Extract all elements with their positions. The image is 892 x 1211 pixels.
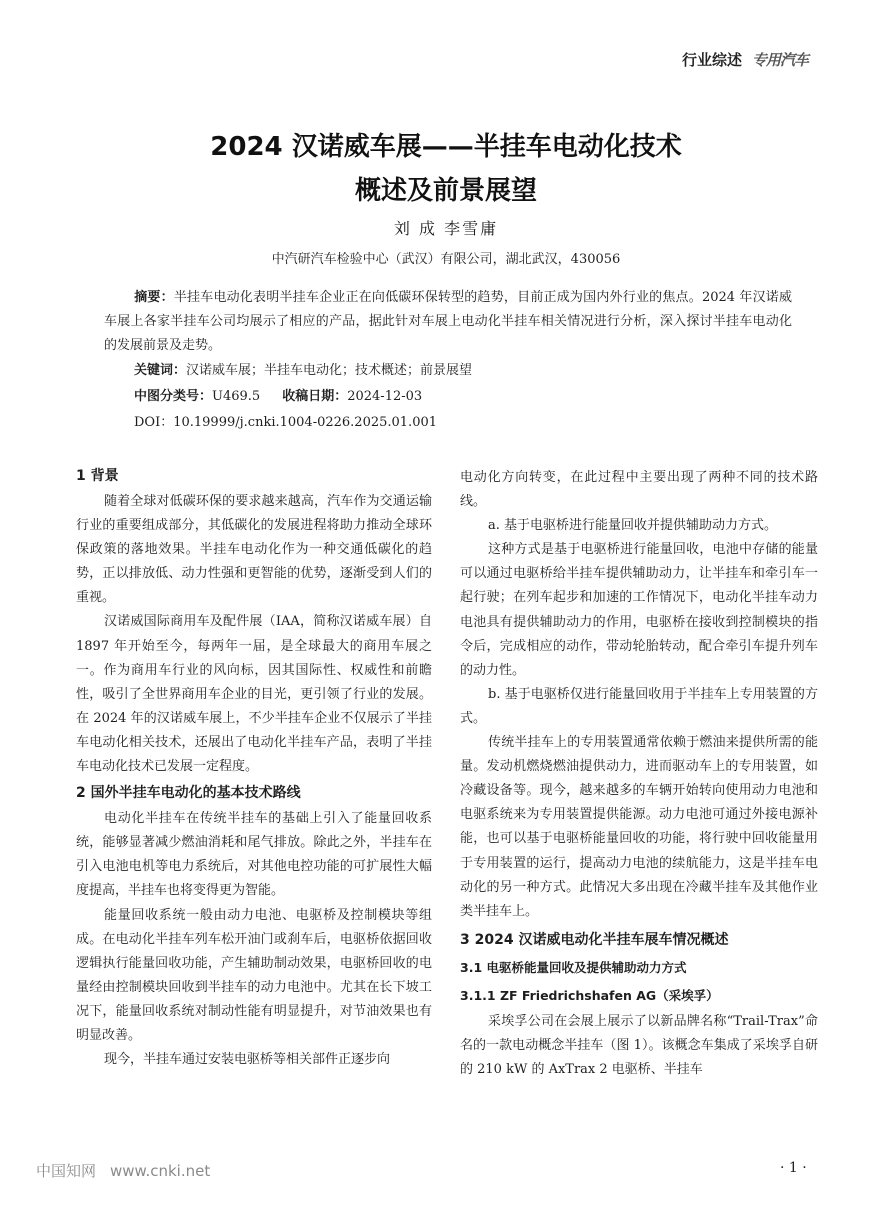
right-column xyxy=(460,466,818,1082)
cnki-watermark xyxy=(36,1160,210,1181)
paragraph: 能量回收系统一般由动力电池、电驱桥及控制模块等组成。在电动化半挂车列车松开油门或刹车后，电驱桥依据回收逻辑执行能量回收功能，产生辅助制动效果，电驱桥回收的电量经由控制模块回收到半挂车的动力电池中。尤其在长下坡工况下，能量回收系统对制动性能有明显提升，对节油效果也有明显改善。 xyxy=(76,907,432,1043)
abstract-label: 摘要： xyxy=(134,290,174,305)
authors: 刘 成 李雪庸 xyxy=(393,219,499,238)
received-label: 收稿日期： xyxy=(282,389,348,404)
paragraph: 汉诺威国际商用车及配件展（IAA，简称汉诺威车展）自 1897 年开始至今，每两年一届，是全球最大的商用车展之一。作为商用车行业的风向标，因其国际性、权威性和前瞻性，吸引了全世界商用车企业的目光，更引领了行业的发展。在 2024 年的汉诺威车展上，不少半挂车企业不仅展示了半挂车电动化相关技术，还展出了电动化半挂车产品，表明了半挂车电动化技术已发展一定程度。 xyxy=(76,614,432,775)
paragraph: 传统半挂车上的专用装置通常依赖于燃油来提供所需的能量。发动机燃烧燃油提供动力，进而驱动车上的专用装置，如冷藏设备等。现今，越来越多的车辆开始转向使用动力电池和电驱系统来为专用装置提供能源。动力电池可通过外接电源补能，也可以基于电驱桥能量回收的功能，将行驶中回收能量用于专用装置的运行，提高动力电池的续航能力，这是半挂车电动化的另一种方式。此情况大多出现在冷藏半挂车及其他作业类半挂车上。 xyxy=(460,735,818,919)
section-3-1-heading: 3.1 电驱桥能量回收及提供辅助动力方式 xyxy=(460,959,687,975)
watermark-name: 中国知网 xyxy=(36,1162,97,1180)
keywords-text: 汉诺威车展；半挂车电动化；技术概述；前景展望 xyxy=(186,363,473,378)
received-date: 2024-12-03 xyxy=(347,389,423,404)
section-label: 行业综述 xyxy=(682,51,743,69)
watermark-url: www.cnki.net xyxy=(110,1162,211,1180)
abstract-text: 半挂车电动化表明半挂车企业正在向低碳环保转型的趋势，目前正成为国内外行业的焦点。2024 年汉诺威车展上各家半挂车公司均展示了相应的产品，据此针对车展上电动化半挂车相关情况进行分析，深入探讨半挂车电动化的发展前景及走势。 xyxy=(104,290,792,353)
classification-label: 中图分类号： xyxy=(134,389,213,404)
paragraph: 现今，半挂车通过安装电驱桥等相关部件正逐步向 xyxy=(104,1052,391,1068)
classification-value: U469.5 xyxy=(212,389,261,404)
left-column xyxy=(76,462,432,1072)
abstract xyxy=(104,286,792,358)
paragraph: 电动化方向转变，在此过程中主要出现了两种不同的技术路线。 xyxy=(460,470,818,510)
keywords xyxy=(134,361,472,381)
page-number: · 1 · xyxy=(780,1160,807,1176)
classification xyxy=(134,387,422,407)
list-item-a: a. 基于电驱桥进行能量回收并提供辅助动力方式。 xyxy=(488,518,778,534)
journal-brand-logo: 专用汽车 xyxy=(752,51,809,69)
paragraph: 电动化半挂车在传统半挂车的基础上引入了能量回收系统，能够显著减少燃油消耗和尾气排放。除此之外，半挂车在引入电池电机等电力系统后，对其他电控功能的可扩展性大幅度提高，半挂车也将变得更为智能。 xyxy=(76,811,432,899)
paper-title-line-2: 概述及前景展望 xyxy=(354,176,537,206)
section-2-heading: 2 国外半挂车电动化的基本技术路线 xyxy=(76,785,301,802)
keywords-label: 关键词： xyxy=(134,363,187,378)
paper-title-line-1: 2024 汉诺威车展——半挂车电动化技术 xyxy=(210,132,682,162)
doi: DOI：10.19999/j.cnki.1004-0226.2025.01.001 xyxy=(134,415,438,430)
list-item-b: b. 基于电驱桥仅进行能量回收用于半挂车上专用装置的方式。 xyxy=(460,686,818,726)
paragraph: 这种方式是基于电驱桥进行能量回收，电池中存储的能量可以通过电驱桥给半挂车提供辅助动力，让半挂车和牵引车一起行驶；在列车起步和加速的工作情况下，电动化半挂车动力电池具有提供辅助动力的作用，电驱桥在接收到控制模块的指令后，完成相应的动作，带动轮胎转动，配合牵引车提升列车的动力性。 xyxy=(460,542,818,678)
paragraph: 采埃孚公司在会展上展示了以新品牌名称“Trail-Trax”命名的一款电动概念半挂车（图 1）。该概念车集成了采埃孚自研的 210 kW 的 AxTrax 2 电驱桥、半挂车 xyxy=(460,1013,818,1077)
paragraph: 随着全球对低碳环保的要求越来越高，汽车作为交通运输行业的重要组成部分，其低碳化的发展进程将助力推动全球环保政策的落地效果。半挂车电动化作为一种交通低碳化的趋势，正以排放低、动力性强和更智能的优势，逐渐受到人们的重视。 xyxy=(76,494,432,606)
section-3-1-1-heading: 3.1.1 ZF Friedrichshafen AG（采埃孚） xyxy=(460,987,719,1003)
section-3-heading: 3 2024 汉诺威电动化半挂车展车情况概述 xyxy=(460,931,729,948)
section-1-heading: 1 背景 xyxy=(76,468,119,484)
affiliation: 中汽研汽车检验中心（武汉）有限公司，湖北武汉，430056 xyxy=(271,252,621,267)
